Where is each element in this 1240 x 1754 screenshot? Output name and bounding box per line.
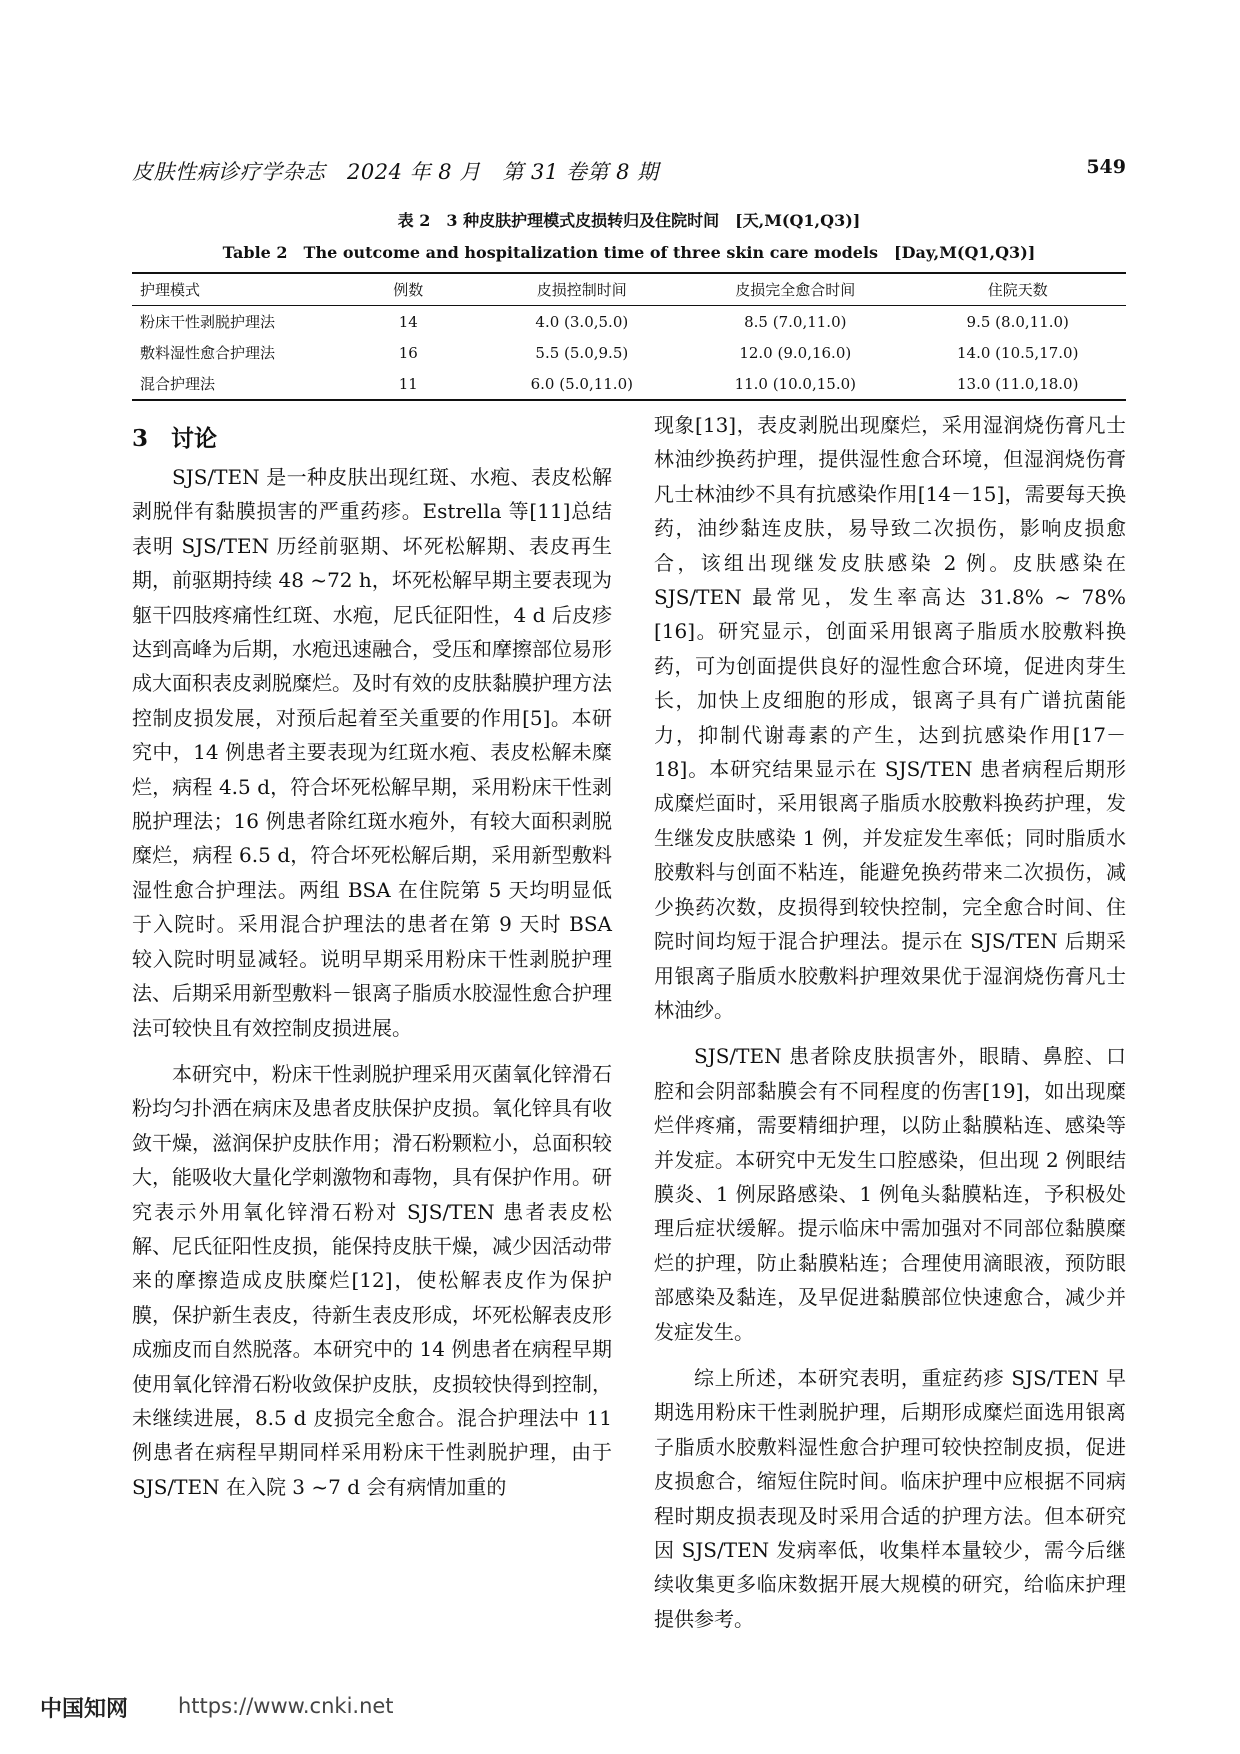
table-row [132,368,1126,400]
journal-title: 皮肤性病诊疗学杂志 2024 年 8 月 第 31 卷第 8 期 [132,160,659,184]
left-column [132,460,612,1504]
paragraph: 本研究中，粉床干性剥脱护理采用灭菌氧化锌滑石粉均匀扑洒在病床及患者皮肤保护皮损。氧化锌具有收敛干燥，滋润保护皮肤作用；滑石粉颗粒小，总面积较大，能吸收大量化学刺激物和毒物，具有保护作用。研究表示外用氧化锌滑石粉对 SJS/TEN 患者表皮松解、尼氏征阳性皮损，能保持皮肤干燥，减少因活动带来的摩擦造成皮肤糜烂[12]，使松解表皮作为保护膜，保护新生表皮，待新生表皮形成，坏死松解表皮形成痂皮而自然脱落。本研究中的 14 例患者在病程早期使用氧化锌滑石粉收敛保护皮肤，皮损较快得到控制，未继续进展，8.5 d 皮损完全愈合。混合护理法中 11 例患者在病程早期同样采用粉床干性剥脱护理，由于 SJS/TEN 在入院 3 ~7 d 会有病情加重的 [132,1061,612,1499]
paragraph: SJS/TEN 患者除皮肤损害外，眼睛、鼻腔、口腔和会阴部黏膜会有不同程度的伤害[19]，如出现糜烂伴疼痛，需要精细护理，以防止黏膜粘连、感染等并发症。本研究中无发生口腔感染，但出现 2 例眼结膜炎、1 例尿路感染、1 例龟头黏膜粘连，予积极处理后症状缓解。提示临床中需加强对不同部位黏膜糜烂的护理，防止黏膜粘连；合理使用滴眼液，预防眼部感染及黏连，及早促进黏膜部位快速愈合，减少并发症发生。 [654,1044,1126,1344]
running-header [132,156,1126,186]
table-cell: 4.0 (3.0,5.0) [535,312,629,331]
column-header: 皮损完全愈合时间 [735,281,856,299]
table-cell: 敷料湿性愈合护理法 [140,344,276,362]
column-header: 住院天数 [987,281,1048,299]
outcome-table [132,272,1126,401]
table-header-row [132,273,1126,306]
table-cell: 11 [398,374,418,393]
table-cell: 粉床干性剥脱护理法 [140,313,276,331]
table-cell: 12.0 (9.0,16.0) [739,343,852,362]
cnki-logo: 中国知网 [40,1697,129,1722]
table-caption-en: Table 2 The outcome and hospitalization time of three skin care models [Day,M(Q1,Q3)] [222,243,1036,262]
table-cell: 混合护理法 [140,375,216,393]
section-heading: 3 讨论 [132,425,218,452]
source-url[interactable]: https://www.cnki.net [178,1694,394,1718]
table-cell: 9.5 (8.0,11.0) [966,312,1069,331]
table-cell: 5.5 (5.0,9.5) [535,343,629,362]
table-caption-cn: 表 2 3 种皮肤护理模式皮损转归及住院时间 [天,M(Q1,Q3)] [397,211,861,230]
table-cell: 14 [398,312,418,331]
table-cell: 8.5 (7.0,11.0) [744,312,847,331]
table-row [132,337,1126,368]
table-row [132,306,1126,338]
paragraph: SJS/TEN 是一种皮肤出现红斑、水疱、表皮松解剥脱伴有黏膜损害的严重药疹。Estrella 等[11]总结表明 SJS/TEN 历经前驱期、坏死松解期、表皮再生期，前驱期持续 48 ~72 h，坏死松解早期主要表现为躯干四肢疼痛性红斑、水疱，尼氏征阳性，4 d 后皮疹达到高峰为后期，水疱迅速融合，受压和摩擦部位易形成大面积表皮剥脱糜烂。及时有效的皮肤黏膜护理方法控制皮损发展，对预后起着至关重要的作用[5]。本研究中，14 例患者主要表现为红斑水疱、表皮松解未糜烂，病程 4.5 d，符合坏死松解早期，采用粉床干性剥脱护理法；16 例患者除红斑水疱外，有较大面积剥脱糜烂，病程 6.5 d，符合坏死松解后期，采用新型敷料湿性愈合护理法。两组 BSA 在住院第 5 天均明显低于入院时。采用混合护理法的患者在第 9 天时 BSA 较入院时明显减轻。说明早期采用粉床干性剥脱护理法、后期采用新型敷料－银离子脂质水胶湿性愈合护理法可较快且有效控制皮损进展。 [132,465,612,1040]
table-cell: 13.0 (11.0,18.0) [957,374,1079,393]
column-header: 皮损控制时间 [536,281,627,299]
column-header: 护理模式 [140,281,201,299]
table-cell: 11.0 (10.0,15.0) [734,374,856,393]
table-cell: 6.0 (5.0,11.0) [530,374,633,393]
table-cell: 14.0 (10.5,17.0) [957,343,1079,362]
right-column [654,408,1126,1636]
paragraph: 现象[13]，表皮剥脱出现糜烂，采用湿润烧伤膏凡士林油纱换药护理，提供湿性愈合环境，但湿润烧伤膏凡士林油纱不具有抗感染作用[14－15]，需要每天换药，油纱黏连皮肤，易导致二次损伤，影响皮损愈合，该组出现继发皮肤感染 2 例。皮肤感染在 SJS/TEN 最常见，发生率高达 31.8% ~ 78%[16]。研究显示，创面采用银离子脂质水胶敷料换药，可为创面提供良好的湿性愈合环境，促进肉芽生长，加快上皮细胞的形成，银离子具有广谱抗菌能力，抑制代谢毒素的产生，达到抗感染作用[17－18]。本研究结果显示在 SJS/TEN 患者病程后期形成糜烂面时，采用银离子脂质水胶敷料换药护理，发生继发皮肤感染 1 例，并发症发生率低；同时脂质水胶敷料与创面不粘连，能避免换药带来二次损伤，减少换药次数，皮损得到较快控制，完全愈合时间、住院时间均短于混合护理法。提示在 SJS/TEN 后期采用银离子脂质水胶敷料护理效果优于湿润烧伤膏凡士林油纱。 [654,413,1126,1022]
table-cell: 16 [398,343,418,362]
page-number: 549 [1086,156,1126,178]
paragraph: 综上所述，本研究表明，重症药疹 SJS/TEN 早期选用粉床干性剥脱护理，后期形成糜烂面选用银离子脂质水胶敷料湿性愈合护理可较快控制皮损，促进皮损愈合，缩短住院时间。临床护理中应根据不同病程时期皮损表现及时采用合适的护理方法。但本研究因 SJS/TEN 发病率低，收集样本量较少，需今后继续收集更多临床数据开展大规模的研究，给临床护理提供参考。 [654,1365,1126,1631]
column-header: 例数 [393,281,424,299]
